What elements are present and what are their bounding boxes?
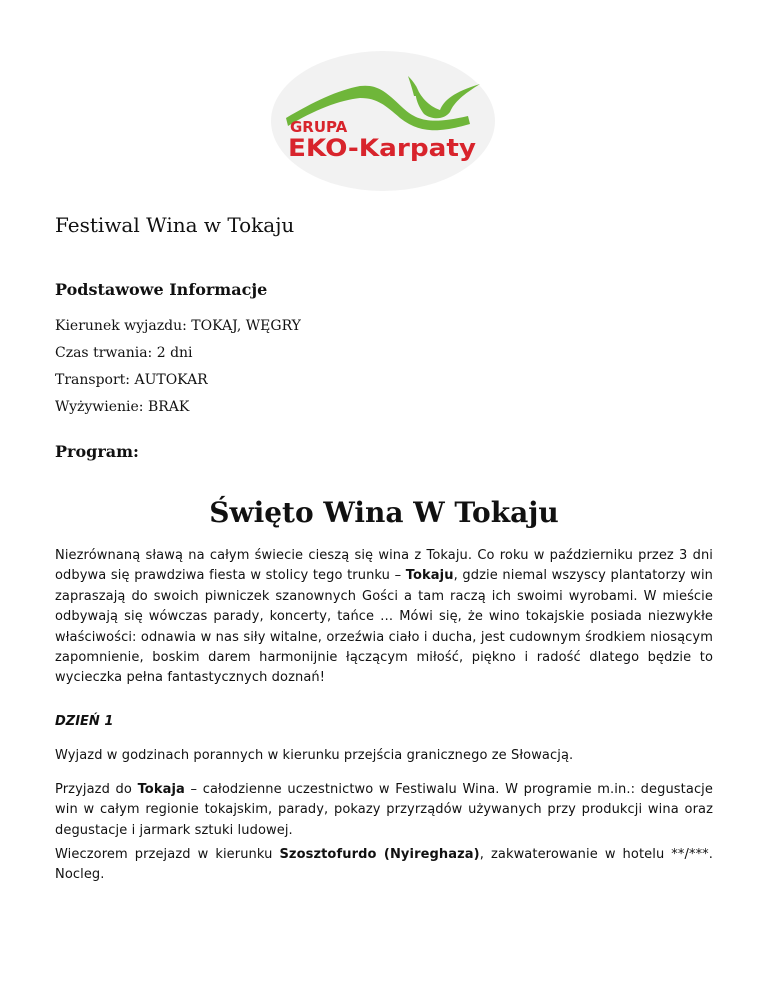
- eko-karpaty-logo: [268, 50, 498, 192]
- info-meals: Wyżywienie: BRAK: [55, 399, 190, 415]
- day1-p2-bold-tokaja: Tokaja: [137, 782, 185, 797]
- day1-p2-start: Przyjazd do: [55, 782, 138, 797]
- program-heading: Program:: [55, 442, 139, 461]
- page-title: Festiwal Wina w Tokaju: [55, 213, 295, 237]
- basic-info-heading: Podstawowe Informacje: [55, 280, 268, 299]
- intro-paragraph: [55, 546, 713, 689]
- program-title: Święto Wina W Tokaju: [209, 496, 559, 529]
- intro-text-end: , gdzie niemal wszyscy plantatorzy win zapraszają do swoich piwniczek szanownych Gości a tam raczą ich swoimi wyrobami. W mieście odbywają się wówczas parady, koncerty, tańce … Mówi się, że wino tokajskie posiada niezwykłe właściwości: odnawia w nas siły witalne, orzeźwia ciało i ducha, jest cudownym środkiem niosącym zapomnienie, boskim darem harmonijnie łączącym miłość, piękno i radość dlatego będzie to wycieczka pełna fantastycznych doznań!: [55, 568, 714, 686]
- info-duration: Czas trwania: 2 dni: [55, 345, 193, 361]
- info-direction: Kierunek wyjazdu: TOKAJ, WĘGRY: [55, 318, 301, 334]
- intro-text-start: Niezrównaną sławą na całym świecie cieszą się wina z Tokaju. Co roku w październiku przez 3 dni odbywa się prawdziwa fiesta w stolicy tego trunku –: [55, 548, 713, 584]
- day1-p2-end: – całodzienne uczestnictwo w Festiwalu Wina. W programie m.in.: degustacje win w całym regionie tokajskim, parady, pokazy przyrządów używanych przy produkcji wina oraz degustacje i jarmark sztuki ludowej.: [55, 782, 713, 838]
- day1-p3-bold-location: Szosztofurdo (Nyireghaza): [279, 847, 480, 862]
- day1-p3-end: , zakwaterowanie w hotelu **/***. Nocleg.: [55, 847, 713, 883]
- logo-graphic: [268, 50, 498, 192]
- intro-bold-tokaju: Tokaju: [405, 568, 454, 584]
- day1-paragraph-2: [55, 780, 713, 841]
- day1-paragraph-1: Wyjazd w godzinach porannych w kierunku przejścia granicznego ze Słowacją.: [55, 748, 574, 763]
- day1-label: DZIEŃ 1: [55, 714, 114, 729]
- logo-line2: EKO-Karpaty: [288, 134, 477, 162]
- day1-paragraph-3: [55, 845, 713, 886]
- day1-p3-start: Wieczorem przejazd w kierunku: [55, 847, 280, 862]
- logo-line1: GRUPA: [290, 118, 348, 136]
- info-transport: Transport: AUTOKAR: [55, 372, 208, 388]
